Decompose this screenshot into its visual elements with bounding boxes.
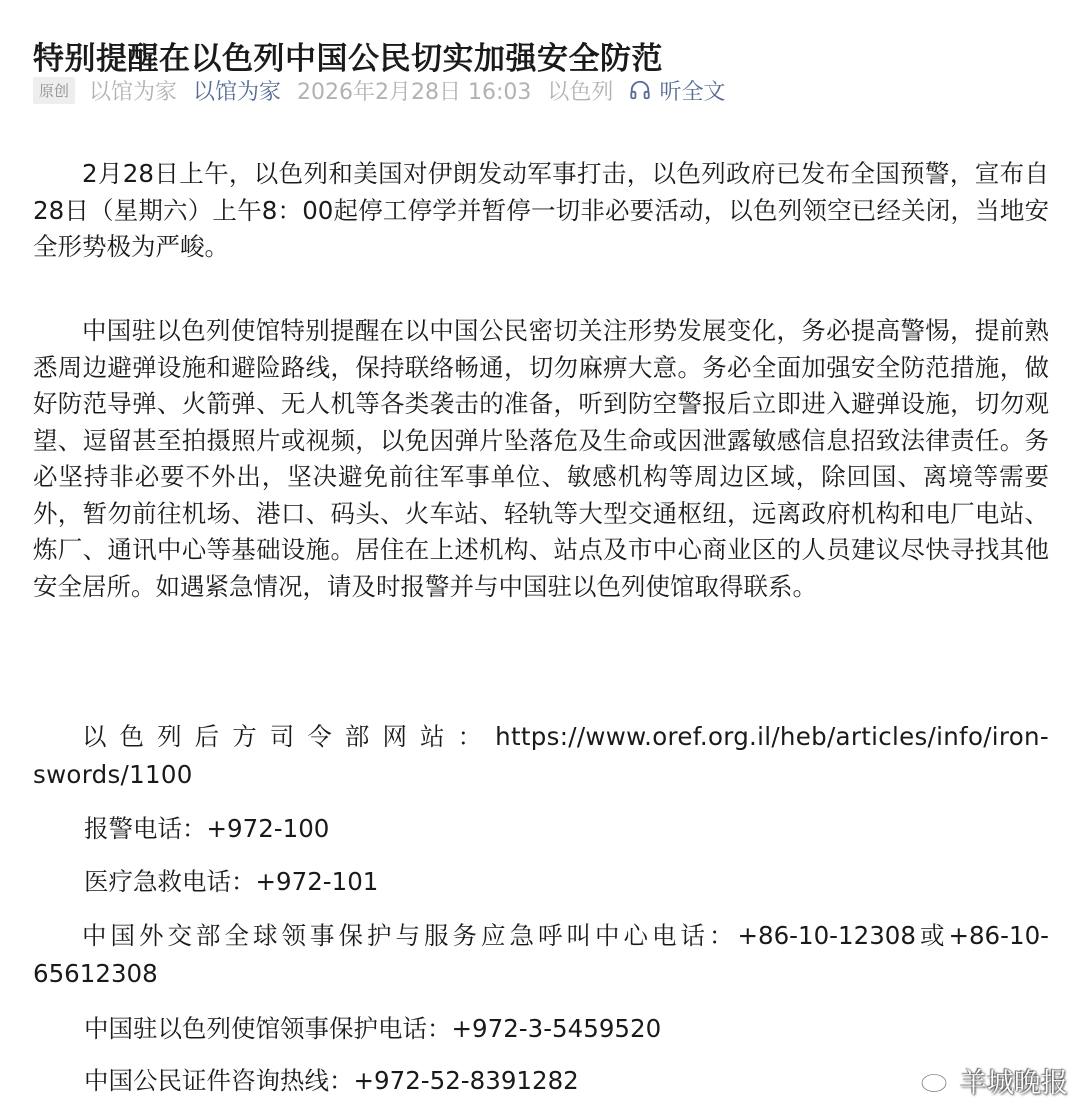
- account-link[interactable]: 以馆为家: [193, 79, 282, 105]
- oref-site-label: 以色列后方司令部网站：: [82, 722, 496, 751]
- article-meta: [33, 74, 725, 106]
- source-watermark: [920, 1060, 1068, 1100]
- documents-number: +972-52-8391282: [353, 1066, 579, 1095]
- police-label: 报警电话：: [84, 814, 207, 843]
- paragraph-1: 2月28日上午，以色列和美国对伊朗发动军事打击，以色列政府已发布全国预警，宣布自28日（星期六）上午8：00起停工停学并暂停一切非必要活动，以色列领空已经关闭，当地安全形势极为严峻。: [33, 159, 1049, 261]
- contact-police: [33, 810, 1080, 848]
- contact-embassy: [33, 1010, 1080, 1048]
- mfa-number: +86-10-12308或+86-10-65612308: [33, 921, 1050, 988]
- headphones-icon: [629, 79, 651, 101]
- watermark-text: 羊城晚报: [960, 1067, 1068, 1099]
- embassy-number: +972-3-5459520: [451, 1014, 662, 1043]
- mfa-label: 中国外交部全球领事保护与服务应急呼叫中心电话：: [82, 921, 738, 950]
- embassy-label: 中国驻以色列使馆领事保护电话：: [84, 1014, 452, 1043]
- listen-button[interactable]: [629, 75, 725, 106]
- weibo-icon: [920, 1066, 954, 1094]
- paragraph-2: 中国驻以色列使馆特别提醒在以中国公民密切关注形势发展变化，务必提高警惕，提前熟悉周边避弹设施和避险路线，保持联络畅通，切勿麻痹大意。务必全面加强安全防范措施，做好防范导弹、火箭弹、无人机等各类袭击的准备，听到防空警报后立即进入避弹设施，切勿观望、逗留甚至拍摄照片或视频，以免因弹片坠落危及生命或因泄露敏感信息招致法律责任。务必坚持非必要不外出，坚决避免前往军事单位、敏感机构等周边区域，除回国、离境等需要外，暂勿前往机场、港口、码头、火车站、轻轨等大型交通枢纽，远离政府机构和电厂电站、炼厂、通讯中心等基础设施。居住在上述机构、站点及市中心商业区的人员建议尽快寻找其他安全居所。如遇紧急情况，请及时报警并与中国驻以色列使馆取得联系。: [33, 316, 1049, 601]
- medical-label: 医疗急救电话：: [84, 867, 256, 896]
- original-badge: 原创: [33, 77, 75, 104]
- listen-label: 听全文: [659, 79, 726, 105]
- contact-mfa: [33, 917, 1049, 993]
- contact-oref-site: [33, 718, 1049, 794]
- article-title: 特别提醒在以色列中国公民切实加强安全防范: [33, 40, 663, 77]
- contact-medical: [33, 863, 1080, 901]
- publish-location: 以色列: [547, 79, 614, 105]
- police-number: +972-100: [206, 814, 330, 843]
- publish-datetime: 2026年2月28日 16:03: [297, 79, 532, 105]
- oref-site-url[interactable]: https://www.oref.org.il/heb/articles/info/iron-swords/1100: [33, 722, 1049, 789]
- author-name: 以馆为家: [89, 79, 178, 105]
- medical-number: +972-101: [255, 867, 379, 896]
- documents-label: 中国公民证件咨询热线：: [84, 1066, 354, 1095]
